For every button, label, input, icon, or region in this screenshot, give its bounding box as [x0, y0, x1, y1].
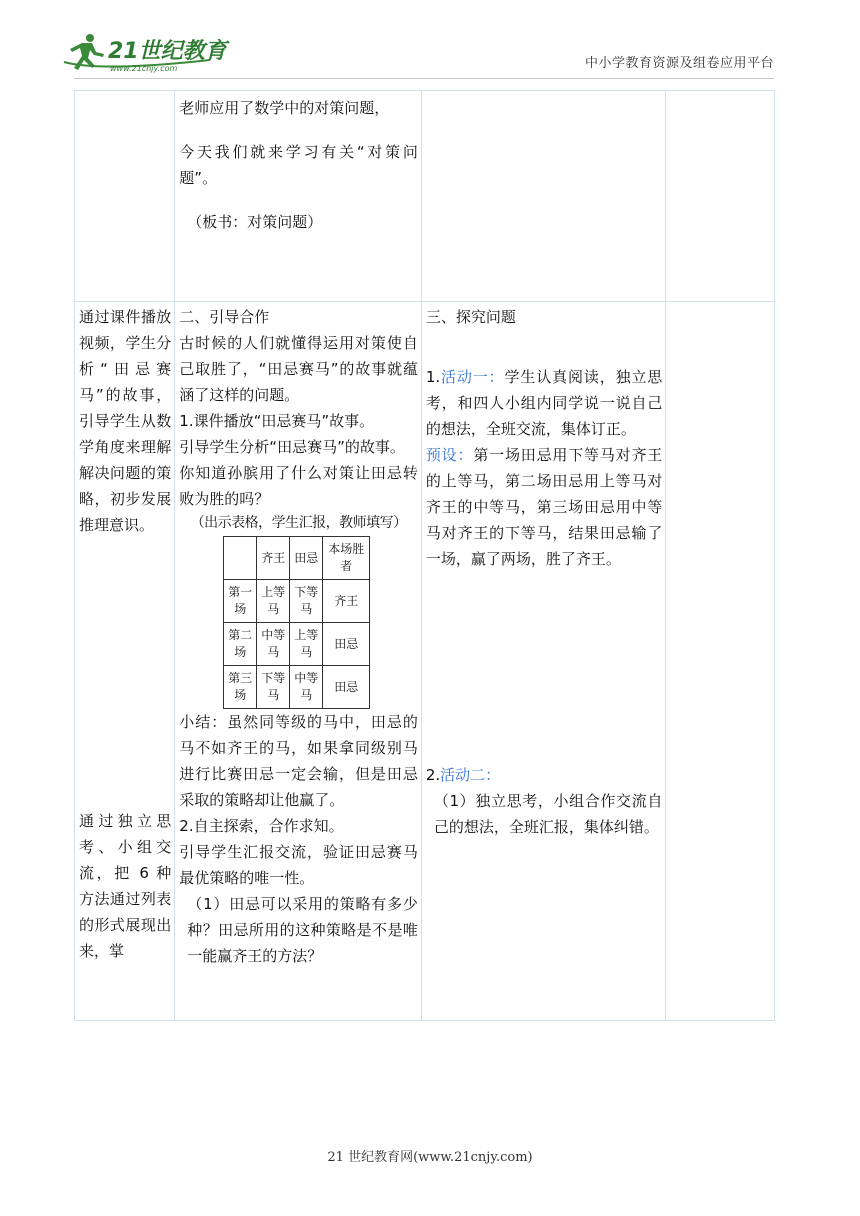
platform-name: 中小学教育资源及组卷应用平台	[584, 56, 774, 71]
preset-text: 第一场田忌用下等马对齐王的上等马，第二场田忌用上等马对齐王的中等马，第三场田忌用中等马对齐王的下等马，结果田忌输了一场，赢了两场，胜了齐王。	[425, 446, 663, 568]
step-2-guide: 引导学生汇报交流，验证田忌赛马最优策略的唯一性。	[179, 843, 418, 887]
race-header-row	[224, 537, 370, 580]
question-text: 你知道孙膑用了什么对策让田忌转败为胜的吗？	[179, 464, 418, 508]
teacher-activity-cell	[175, 302, 422, 1021]
race-row	[224, 666, 370, 709]
row1-purpose-cell	[75, 91, 175, 302]
row1-board-note: （板书：对策问题）	[187, 213, 323, 231]
logo-text: 21世纪教育	[108, 39, 227, 64]
intro-text: 古时候的人们就懂得运用对策使自己取胜了，“田忌赛马”的故事就蕴涵了这样的问题。	[179, 334, 418, 404]
activity-2-text: （1）独立思考，小组合作交流自己的想法，全班汇报，集体纠错。	[433, 792, 663, 836]
step-1-guide: 引导学生分析“田忌赛马”的故事。	[179, 438, 405, 456]
step-2-question: （1）田忌可以采用的策略有多少种？田忌所用的这种策略是不是唯一能赢齐王的方法？	[187, 895, 418, 965]
race-cell: 田忌	[323, 623, 370, 666]
row1-text-1: 老师应用了数学中的对策问题，	[179, 99, 390, 117]
race-cell: 上等马	[257, 580, 290, 623]
race-cell: 下等马	[257, 666, 290, 709]
race-cell: 中等马	[290, 666, 323, 709]
row1-teacher-cell	[175, 91, 422, 302]
row1-student-cell	[421, 91, 665, 302]
race-header-cell: 本场胜者	[323, 537, 370, 580]
section-heading-2: 二、引导合作	[179, 308, 270, 326]
step-2: 2.自主探索，合作求知。	[179, 817, 344, 835]
activity-2-num: 2.	[425, 766, 441, 784]
race-cell: 上等马	[290, 623, 323, 666]
intent-text-b: 通过独立思考、小组交流，把 6 种方法通过列表的形式展现出来，掌	[79, 812, 172, 960]
race-header-cell	[224, 537, 257, 580]
row1-text-2: 今天我们就来学习有关“对策问题”。	[179, 143, 418, 187]
section-heading-3: 三、探究问题	[425, 308, 516, 326]
table-row	[75, 91, 775, 302]
activity-2	[426, 762, 662, 788]
race-cell: 齐王	[323, 580, 370, 623]
table-row	[75, 302, 775, 1021]
race-header-cell: 齐王	[257, 537, 290, 580]
site-logo	[60, 30, 235, 75]
preset-label: 预设：	[425, 446, 474, 464]
row1-notes-cell	[666, 91, 775, 302]
race-row	[224, 623, 370, 666]
race-cell: 中等马	[257, 623, 290, 666]
preset-answer	[426, 442, 662, 572]
step-1: 1.课件播放“田忌赛马”故事。	[179, 412, 375, 430]
race-cell: 第三场	[224, 666, 257, 709]
race-row	[224, 580, 370, 623]
race-cell: 第一场	[224, 580, 257, 623]
race-header-cell: 田忌	[290, 537, 323, 580]
lesson-plan-table	[74, 90, 775, 1021]
summary-text: 小结：虽然同等级的马中，田忌的马不如齐王的马，如果拿同级别马进行比赛田忌一定会输，但是田忌采取的策略却让他赢了。	[179, 713, 418, 809]
activity-1-text: 学生认真阅读，独立思考，和四人小组内同学说一说自己的想法，全班交流，集体订正。	[425, 368, 663, 438]
horse-race-table	[223, 536, 370, 709]
activity-1-num: 1.	[425, 368, 441, 386]
race-cell: 第二场	[224, 623, 257, 666]
header-divider	[74, 78, 774, 79]
activity-1-label: 活动一：	[440, 368, 505, 386]
page-footer: 21 世纪教育网(www.21cnjy.com)	[327, 1150, 533, 1165]
activity-1	[426, 364, 662, 442]
table-caption: （出示表格，学生汇报，教师填写）	[190, 515, 407, 531]
race-cell: 田忌	[323, 666, 370, 709]
race-cell: 下等马	[290, 580, 323, 623]
notes-cell	[666, 302, 775, 1021]
logo-url: www.21cnjy.com	[110, 64, 178, 73]
student-activity-cell	[421, 302, 665, 1021]
design-intent-cell	[75, 302, 175, 1021]
activity-2-label: 活动二：	[440, 766, 501, 784]
intent-text-a: 通过课件播放视频，学生分析“田忌赛马”的故事，引导学生从数学角度来理解解决问题的策略，初步发展推理意识。	[79, 308, 172, 534]
